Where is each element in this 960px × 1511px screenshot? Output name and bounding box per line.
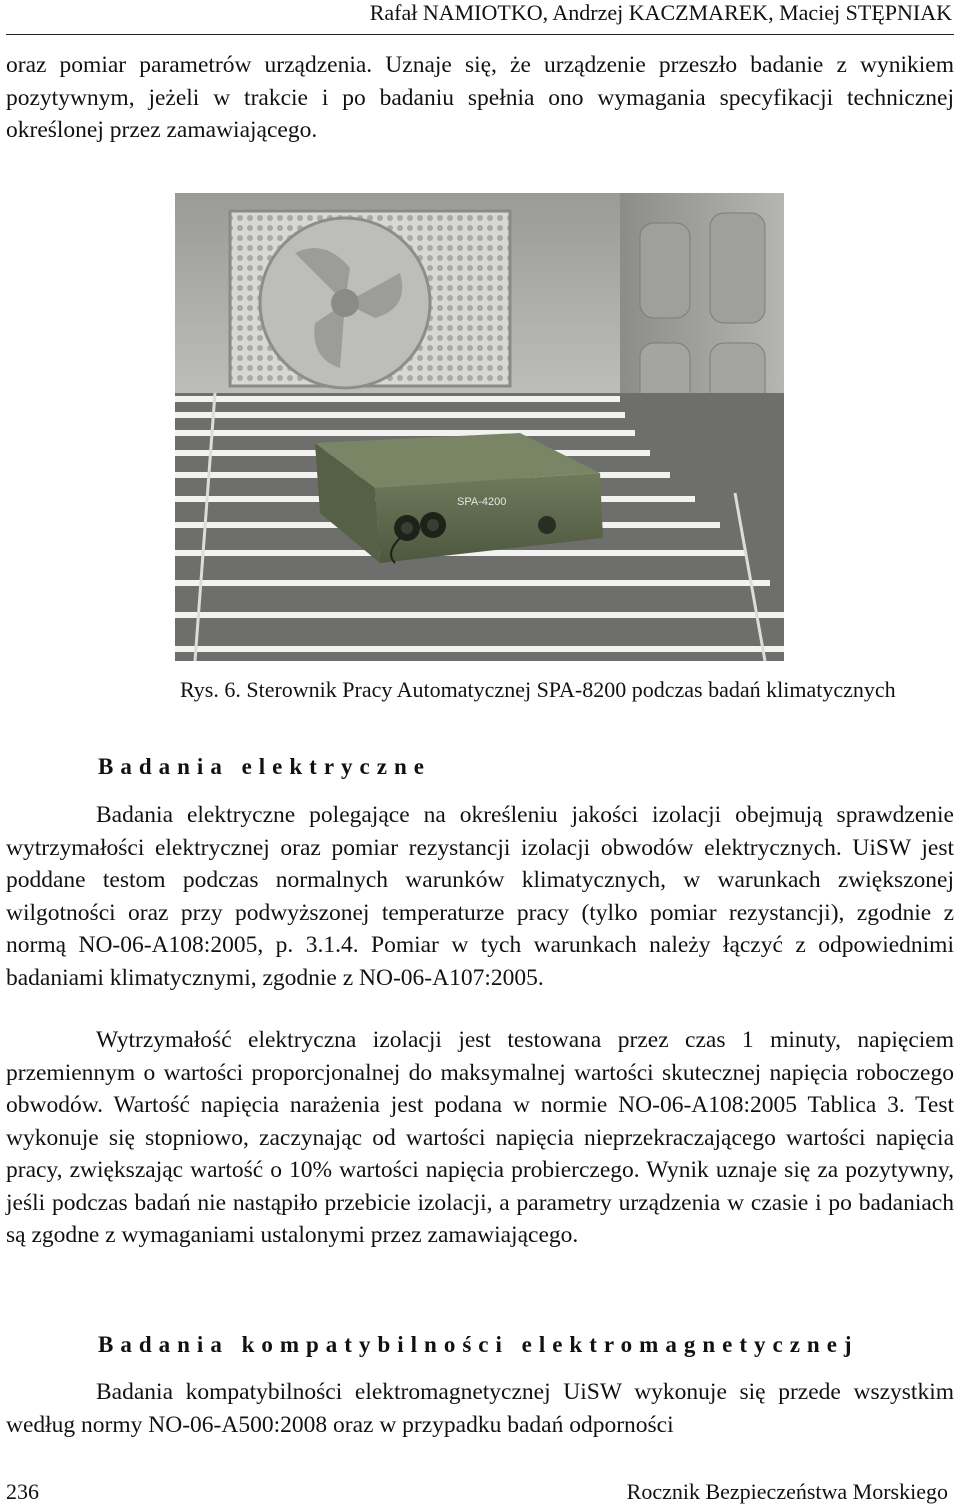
figure-photo	[175, 193, 784, 661]
running-header: Rafał NAMIOTKO, Andrzej KACZMAREK, Maciej STĘPNIAK	[369, 0, 952, 25]
section-title-emc: Badania kompatybilności elektromagnetycznej	[98, 1332, 859, 1357]
intro-paragraph: oraz pomiar parametrów urządzenia. Uznaje się, że urządzenie przeszło badanie z wynikiem pozytywnym, jeżeli w trakcie i po badaniu spełnia ono wymagania specyfikacji technicznej określonej przez zamawiającego.	[6, 52, 954, 143]
section-title-electrical: Badania elektryczne	[98, 754, 431, 779]
paragraph-electrical-1: Badania elektryczne polegające na określeniu jakości izolacji obejmują sprawdzenie wytrzymałości elektrycznej oraz pomiar rezystancji izolacji obwodów elektrycznych. UiSW jest poddane testom podczas normalnych warunków klimatycznych, w warunkach zwiększonej wilgotności oraz przy podwyższonej temperaturze pracy (tylko pomiar rezystancji), zgodnie z normą NO-06-A108:2005, p. 3.1.4. Pomiar w tych warunkach należy łączyć z odpowiednimi badaniami klimatycznymi, zgodnie z NO-06-A107:2005.	[6, 802, 954, 991]
journal-name: Rocznik Bezpieczeństwa Morskiego	[626, 1479, 948, 1504]
header-rule	[6, 34, 954, 35]
paragraph-electrical-2: Wytrzymałość elektryczna izolacji jest testowana przez czas 1 minuty, napięciem przemiennym o wartości proporcjonalnej do maksymalnej wartości skutecznej napięcia roboczego obwodów. Wartość napięcia narażenia jest podana w normie NO-06-A108:2005 Tablica 3. Test wykonuje się stopniowo, zaczynając od wartości napięcia nieprzekraczającego wartości napięcia pracy, zwiększając wartość o 10% wartości napięcia probierczego. Wynik uznaje się za pozytywny, jeśli podczas badań nie nastąpiło przebicie izolacji, a parametry urządzenia w czasie i po badaniach są zgodne z wymaganiami ustalonymi przez zamawiającego.	[6, 1027, 954, 1248]
page-number: 236	[6, 1479, 39, 1504]
paragraph-emc-1: Badania kompatybilności elektromagnetycznej UiSW wykonuje się przede wszystkim według normy NO-06-A500:2008 oraz w przypadku badań odporności	[6, 1379, 954, 1438]
device-label: SPA-4200	[457, 496, 507, 508]
figure-caption: Rys. 6. Sterownik Pracy Automatycznej SPA-8200 podczas badań klimatycznych	[180, 677, 896, 702]
